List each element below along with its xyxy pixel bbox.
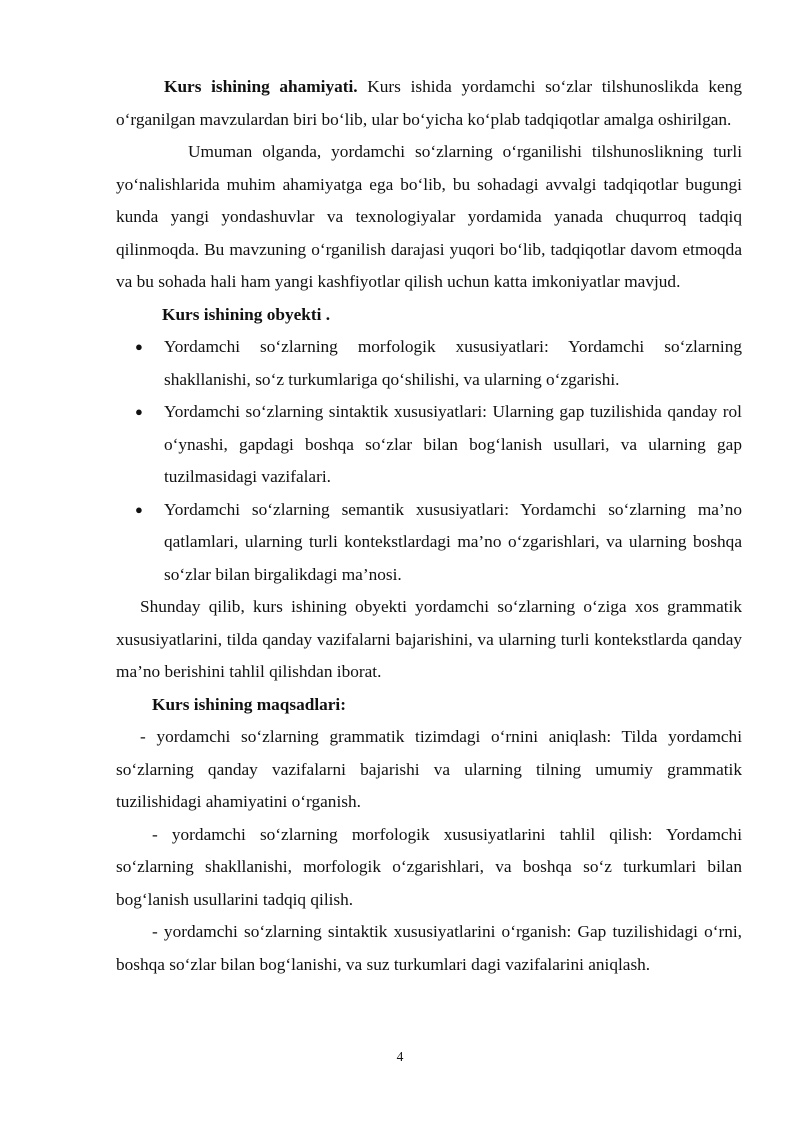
significance-text: Kurs ishida yordamchi so‘zlar tilshunoslikda keng o‘rganilgan mavzulardan biri bo‘lib, ular bo‘yicha ko‘plab tadqiqotlar amalga oshirilgan. (116, 77, 742, 129)
goal-paragraph-1: - yordamchi so‘zlarning grammatik tizimdagi o‘rnini aniqlash: Tilda yordamchi so‘zlarning qanday vazifalarni bajarishi va ularning tilning umumiy grammatik tuzilishidagi ahamiyatini o‘rganish. (116, 727, 742, 811)
bullet-icon: ● (135, 339, 143, 354)
list-item (135, 331, 742, 396)
significance-paragraph (116, 71, 742, 136)
list-item-text: Yordamchi so‘zlarning sintaktik xususiyatlari: Ularning gap tuzilishida qanday rol o‘ynashi, gapdagi boshqa so‘zlar bilan bog‘lanish usullari, va ularning gap tuzilmasidagi vazifalari. (164, 402, 742, 486)
list-item (135, 494, 742, 592)
significance-heading: Kurs ishining ahamiyati. (164, 77, 358, 96)
object-summary-paragraph: Shunday qilib, kurs ishining obyekti yordamchi so‘zlarning o‘ziga xos grammatik xususiyatlarini, tilda qanday vazifalarni bajarishini, va ularning turli kontekstlarda qanday ma’no berishini tahlil qilishdan iborat. (116, 597, 742, 681)
list-item (135, 396, 742, 494)
overview-paragraph: Umuman olganda, yordamchi so‘zlarning o‘rganilishi tilshunoslikning turli yo‘nalishlarida muhim ahamiyatga ega bo‘lib, bu sohadagi avvalgi tadqiqotlar bugungi kunda yangi yondashuvlar va texnologiyalar yordamida yanada chuqurroq tadqiq qilinmoqda. Bu mavzuning o‘rganilish darajasi yuqori bo‘lib, tadqiqotlar davom etmoqda va bu sohada hali ham yangi kashfiyotlar qilish uchun katta imkoniyatlar mavjud. (116, 142, 742, 291)
page-number: 4 (396, 1049, 404, 1064)
object-heading: Kurs ishining obyekti . (162, 304, 331, 324)
goal-paragraph-3: - yordamchi so‘zlarning sintaktik xususiyatlarini o‘rganish: Gap tuzilishidagi o‘rni, boshqa so‘zlar bilan bog‘lanishi, va suz turkumlari dagi vazifalarini aniqlash. (116, 922, 742, 974)
goal-paragraph-2: - yordamchi so‘zlarning morfologik xususiyatlarini tahlil qilish: Yordamchi so‘zlarning shakllanishi, morfologik o‘zgarishlari, va boshqa so‘z turkumlari bilan bog‘lanish usullarini tadqiq qilish. (116, 824, 742, 909)
list-item-text: Yordamchi so‘zlarning morfologik xususiyatlari: Yordamchi so‘zlarning shakllanishi, so‘z turkumlariga qo‘shilishi, va ularning o‘zgarishi. (164, 337, 742, 389)
list-item-text: Yordamchi so‘zlarning semantik xususiyatlari: Yordamchi so‘zlarning ma’no qatlamlari, ularning turli kontekstlardagi ma’no o‘zgarishlari, va ularning boshqa so‘zlar bilan birgalikdagi ma’nosi. (164, 499, 742, 584)
bullet-icon: ● (135, 501, 143, 517)
page-content (116, 71, 742, 981)
bullet-icon: ● (135, 404, 143, 419)
goals-heading: Kurs ishining maqsadlari: (152, 694, 346, 714)
object-bullet-list (116, 331, 742, 591)
